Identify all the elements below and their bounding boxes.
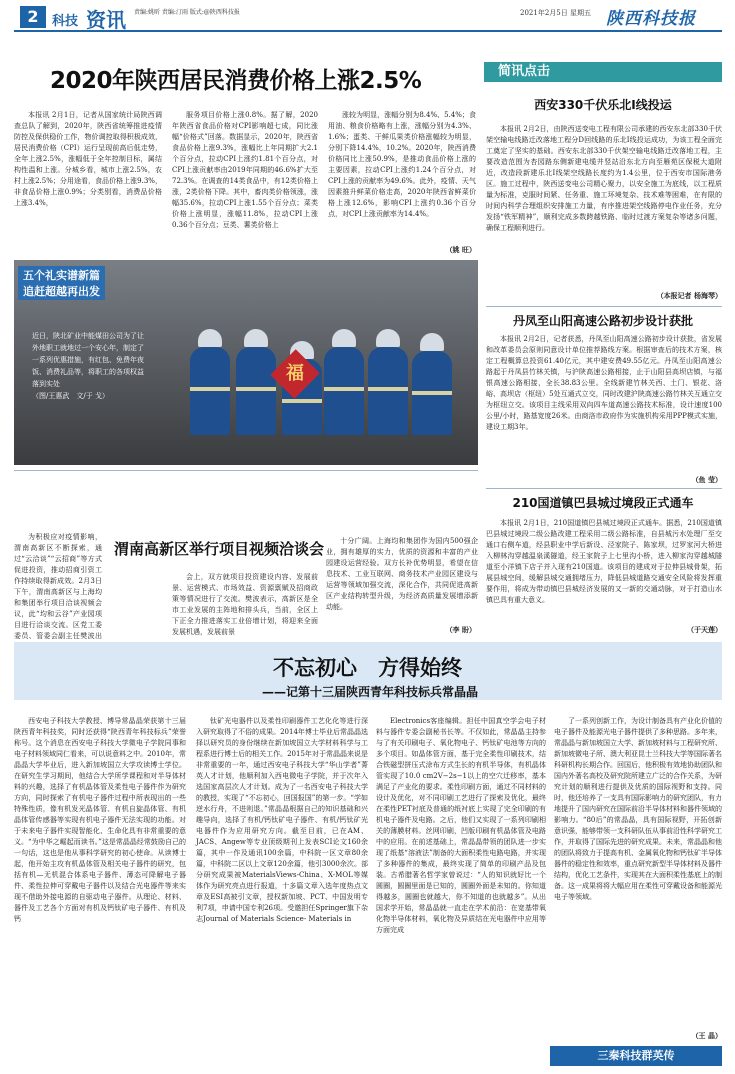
second-story-author: （李 盼） [445,625,476,634]
brief-3-author: （于天莲） [687,625,722,634]
divider [486,488,722,489]
divider [14,470,478,471]
page-number: 2 [20,6,46,28]
second-story-col-left: 为积极应对疫情影响，渭南高新区不断探索，通过“云洽谈”“云招商”等方式促进投资，推动招商引资工作持续取得新成效。2月3日下午，渭南高新区与上海均和集团举行项目洽谈视频会议，此“均和云谷”产业园项目进行洽谈交流。区党工委委员、管委会副主任樊波出 [14,533,102,640]
brief-3-body: 本报讯 2月1日，210国道镇巴县城过境段正式通车。据悉，210国道镇巴县城过境段二级公路改建工程采用二级公路标准，自县城污水处理厂至交通口右侧车道，经县职业中学后新设、泾家院子、陈家坝，过罗家河大桥进入柳林沟穿越温泉溪隧道，经王家院子上七里沟小桥，进入柳家沟穿越城隧道至小洋镇下店子并入现有210国道。该项目的建成对于拉伸县城骨架，拓展县城空间，缓解县城交通拥堵压力，降低县城道路交通安全风险将发挥重要作用，将成为带动镇巴县城经济发展的又一新的交通动脉，对于打造山水镇巴具有重大意义。 [486,519,722,604]
second-story-col-right: 十分广阔。上海均和集团作为国内500强企业，拥有雄厚的实力，优质的资源和丰富的产业园建设运营经验。双方长补优势明显，希望在信息技术、工业互联网、商务技术产业园区建设与运营等领域加强交流，深化合作，共同促进高新区产业结构转型升级，为经济高质量发展增添新动能。 [326,537,478,611]
feature-author: （王 晶） [691,1031,722,1040]
main-story-title: 2020年陕西居民消费价格上涨2.5% [50,68,422,94]
page-header [14,4,722,32]
issue-date: 2021年2月5日 星期五 [520,9,591,17]
feature-col-3: Electronics客座编辑。担任中国真空学会电子材料与器件专委会副秘书长等。不仅如此，常晶晶主持参与了有关印刷电子、氧化物电子、钙钛矿电池等方向的多个项目。如晶体管方面，基于完全柔性印刷技术，结合铁磁型拼压式涂布方式生长的有机半导体，有机晶体管实现了10.0 cm2V−2s−1以上的空穴迁移率，基本满足了产业化的要求。柔性印刷方面，通过不同材料的设计及优化，对不同印刷工艺进行了探索及优化，最终在柔性PET衬底及普通的纸衬底上实现了完全印刷的有机电子器件及电路。之后，他们又实现了一系列印刷相关的薄膜材料。丝网印刷，凹版印刷有机晶体管及电路中的应用。在前述基础上，常晶晶带领的团队进一步实现了纸基“溶液法”制备的大面积柔性电路电路，并实现了多种器件的集成，最终实现了简单的印刷产品及包装。古希腊著名哲学家曾说过：“人的知识就好比一个圆圈，圆圈里面是已知的，圆圈外面是未知的。你知道得越多，圆圈也就越大，你不知道的也就越多”。从出国求学开始，常晶晶就一直走在学术前沿：在宽基带氧化物半导体材料，氧化物及异质结在光电器件中应用等方面完成 [376,717,546,934]
worker-figure [236,347,276,435]
worker-figure [324,347,364,435]
second-story-title: 渭南高新区举行项目视频洽谈会 [114,540,325,558]
worker-figure [368,347,408,435]
news-photo [14,260,478,465]
worker-figure [412,351,452,435]
brief-1-author: （本报记者 杨海琴） [656,291,722,300]
brief-section-header: 简讯点击 [484,62,722,82]
main-story-col-3: 涨较为明显，涨幅分别为8.4%、5.4%；食用油、粮食价格略有上涨，涨幅分别为4.3%、1.6%；蛋类、干鲜瓜果类价格涨幅较为明显，分别下降14.4%，10.2%。2020年，陕西消费价格同比上涨50.9%，是推动食品价格上涨的主要因素，拉动CPI上涨约1.24个百分点，对CPI上涨的贡献率为49.6%。此外，疫情、天气因素推升鲜菜价格走高，2020年陕西省鲜菜价格上涨12.6%，影响CPI上涨约0.36个百分点，对CPI上涨贡献率为14.4%。 [328,111,476,218]
section-label-small: 科技 [52,14,79,29]
brief-2-body: 本报讯 2月2日，记者获悉，丹凤至山阳高速公路初步设计获批，省发展和改革委员会原则同意设计单位推荐路线方案。根据审查后的技术方案，核定工程概算总投资61.40亿元，其中建安费49.55亿元。丹凤至山阳高速公路起于丹凤县竹林关镇，与沪陕高速公路相接，止于山阳县高坝店镇，与福银高速公路相接，全长38.83公里。全线新建竹林关西、土门、银花、洛峪、高坝店（枢纽）5处互通式立交，同时改建沪陕高速公路竹林关互通立交为枢纽立交。该项目主线采用双向四车道高速公路技术标准，设计速度100公里/小时，路基宽度26米。由商洛市政府作为实施机构采用PPP模式实施，建设工期3年。 [486,335,722,431]
brief-1-title: 西安330千伏乐北Ⅰ线投运 [534,98,672,112]
photo-caption-text: 近日，陕北矿业中能煤田公司为了让外地职工就地过一个安心年，制定了一系列优惠措施，有红包、免费年夜饭、消费礼品等，将职工的各项权益落到实处 [32,332,144,388]
photo-credit: （图/王惠武 文/于 戈） [32,392,109,400]
fu-character-decoration: 福 [270,349,319,398]
main-story-col-1: 本报讯 2月1日，记者从国家统计局陕西调查总队了解到，2020年，陕西省统筹推进疫情防控及保供稳价工作，物价调控取得积极成效，居民消费价格（CPI）运行呈现前高后低走势，全年上涨2.5%，涨幅低于全年控制目标，属结构性温和上涨。分城乡看，城市上涨2.5%，农村上涨2.5%；分用途看，食品价格上涨9.3%，非食品价格上涨0.9%；分类别看，消费品价格上涨3.4%， [14,111,162,207]
divider [486,306,722,307]
brief-2-author: （鱼 莹） [691,475,722,484]
feature-title: 不忘初心 方得始终 [273,656,462,680]
editor-credits: 责编:姚昕 责编:汀雨 版式:@陕西科技报 [134,9,240,16]
masthead: 陕西科技报 [606,9,696,29]
feature-col-2: 钛矿光电器件以及柔性印刷器件工艺化化等进行深入研究取得了不俗的成果。2014年博士毕业后常晶晶选择以研究员的身份继续在新加坡国立大学材料科学与工程系进行博士后的相关工作。2015年对于常晶晶来说是非常重要的一年，通过西安电子科技大学“华山学者”菁英人才计划，他顺利加入西电微电子学院，并于次年入选国家高层次人才计划。成为了一名西安电子科技大学的教授，实现了“不忘初心，回国报国”的第一步。“学如逆水行舟，不进则退。”常晶晶根据自己的知识基础和兴趣导向，选择了有机/钙钛矿电子器件、有机/钙钛矿光电器件作为应用研究方向。截至目前，已在AM、JACS、Angew等专业顶级期刊上发表SCI论文160余篇，其中一作及通讯100余篇，中科院一区文章80余篇，中科院二区以上文章120余篇，他引3000余次。部分研究成果被MaterialsViews-China、X-MOL等媒体作为研究亮点进行报道，十多篇文章入选年度热点文章及ESI高被引文章，授权新加坡、PCT、中国发明专利7项，申请中国专利26项。受邀担任Springer旗下杂志Journal of Materials Science- Materials in [196,717,368,923]
second-story-col-mid: 会上，双方就项目投资建设内容、发展前景、运营模式、市场效益、资源禀赋及招商政策等情况进行了交流。樊波表示，高新区是全市工业发展的主阵地和排头兵，当前，全区上下正全力推进落实工业倍增计划，将迎来全面发展机遇，发展前景 [172,573,318,636]
photo-banner-line-1: 五个礼实谱新篇 [18,266,105,284]
feature-col-1: 西安电子科技大学教授、博导常晶晶荣获第十三届陕西青年科技奖，同时还获得“陕西青年科技标兵”荣誉称号。这个消息在西安电子科技大学微电子学院同事和电子材料领域同仁看来，可以说意料之中。2010年，常晶晶大学毕业后，进入新加坡国立大学攻读博士学位。在研究生学习期间，他结合大学所学课程和对半导体材料的兴趣，选择了有机晶体管及柔性电子器件作为研究方向，同时探索了有机电子器件过程中所表现出的一些特殊性质，像有机发光晶体管、有机自旋晶体管、有机晶体管传感器等实现有机电子器件无法实现的功能。对于未来电子器件实现智能化、生命化具有非常重要的意义。“为中华之崛起而读书。”这是常晶晶经常鼓励自己的一句话，这也是他从事科学研究的初心使命。从读博士起，他开始主攻有机晶体管及相关电子器件的研究，包括有机—无机混合体系电子器件、薄态可降解电子器件、柔性拉伸可穿戴电子器件以及结合光电器件等来实现不借助外接电源的自驱动电子器件。从理论、材料、器件及工艺各个方面对有机及钙钛矿电子器件、有机及钙 [14,717,186,923]
main-story-author: （姚 旺） [445,245,476,254]
column-logo: 三秦科技群英传 [550,1046,722,1066]
section-label-big: 资讯 [86,8,126,32]
main-story-col-2: 服务项目价格上涨0.8%。据了解，2020年陕西省食品价格对CPI影响超七成，同比涨幅“价格式”回落。数据显示，2020年，陕西省食品价格上涨9.3%，涨幅比上年同期扩大2.1个百分点，拉动CPI上涨约1.81个百分点，对CPI上涨贡献率由2019年同期的46.6%扩大至72.3%。在调查的14类食品中，有12类价格上涨，2类价格下降。其中，畜肉类价格领涨，涨幅35.6%，拉动CPI上涨1.55个百分点；菜类价格上涨明显，涨幅11.8%，拉动CPI上涨0.36个百分点；豆类、薯类价格上 [172,111,318,229]
brief-3-title: 210国道镇巴县城过境段正式通车 [512,496,694,510]
feature-col-4: 了一系列创新工作，为设计制备具有产业化价值的电子器件及能源光电子器件提供了多种思路。多年来，常晶晶与新加坡国立大学、新加坡材料与工程研究所、新加坡微电子所、澳大利亚昆士兰科技大学等国际著名科研机构长期合作。回国后，他积极有效地协助团队和国内外著名高校及研究院所建立广泛的合作关系，为研究计划的顺利进行提供及优质的国际视野和支持。同时，他还培养了一支具有国际影响力的研究团队，有力地提升了国内研究在国际前沿半导体材料和器件领域的影响力。“80后”的常晶晶，具有国际视野，开拓创新意识强，能够带领一支科研队伍从事前沿性科学研究工作，并取得了国际先进的研究成果。未来，常晶晶和他的团队将致力于提高有机、金属氧化物和钙钛矿半导体器件的稳定性和效率，重点研究新型半导体材料及器件结构，优化工艺条件，实现其在大面积柔性基底上的制备。这一成果将将大幅应用在柔性可穿戴设备和能源光电子等领域。 [554,717,722,901]
brief-2-title: 丹凤至山阳高速公路初步设计获批 [512,314,693,328]
feature-subtitle: ——记第十三届陕西青年科技标兵常晶晶 [262,685,479,699]
photo-caption [32,330,144,402]
brief-1-body: 本报讯 2月2日，由陕西送变电工程有限公司承建的西安东北部330千伏架空输电线路迁改落地工程分D回线路的乐北Ⅰ线投运成功，为该工程全面完工奠定了坚实的基础。西安东北部330千伏架空输电线路迁改落地工程，主要改造范围为杏园路东侧新建电缆井竖站沿东北方向至雁苑区保税大道附近，改造段新建乐北Ⅰ线架空线路长度约为1.4公里，位于西安市国际港务区。施工过程中，陕西送变电公司精心聚力，以安全施工为底线，以工程质量为标准，克服时间紧、任务重、施工环境复杂、技术难等困难，在有限的时间内科学合理组织安排施工力量，有序推进架空线路停电作业任务，充分发扬“铁军精神”，顺利完成多数跨越铁路、临时过渡方案复杂等诸多问题，确保工程顺利进行。 [486,125,722,232]
photo-banner-line-2: 追赶超越再出发 [18,282,105,300]
worker-figure [190,347,230,435]
